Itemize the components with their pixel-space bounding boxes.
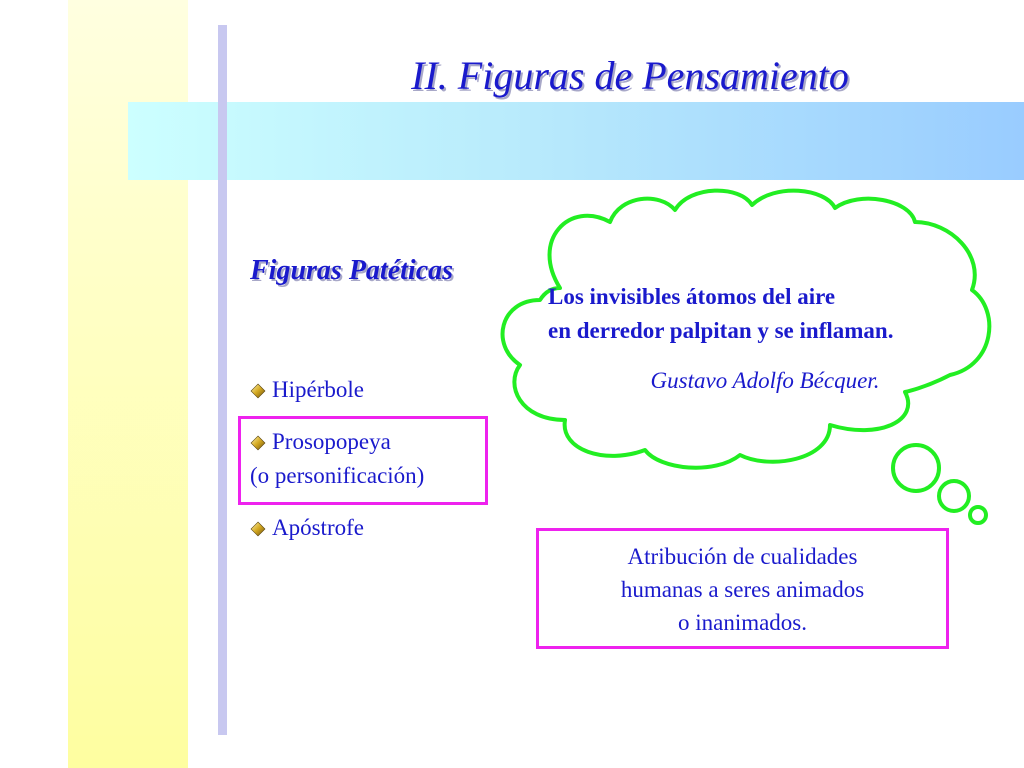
quote-line-2: en derredor palpitan y se inflaman. [548,318,894,343]
list-item-label: Hipérbole [272,377,364,402]
list-item-label: Prosopopeya [272,429,391,454]
quote-author: Gustavo Adolfo Bécquer. [650,368,880,393]
slide-title: II. Figuras de Pensamiento [411,53,849,98]
definition-line-2: humanas a seres animados [620,577,865,602]
section-subtitle: Figuras Patéticas [250,255,454,286]
definition-line-1: Atribución de cualidades [627,544,858,569]
definition-text [540,540,945,639]
thought-bubble-medium [939,481,969,511]
quote-line-1: Los invisibles átomos del aire [548,284,836,309]
thought-bubble-large [893,445,939,491]
list-item-label: Apóstrofe [272,515,364,540]
list-item-extra: (o personificación) [250,463,425,488]
definition-line-3: o inanimados. [677,610,808,635]
thought-bubble-small [970,507,986,523]
